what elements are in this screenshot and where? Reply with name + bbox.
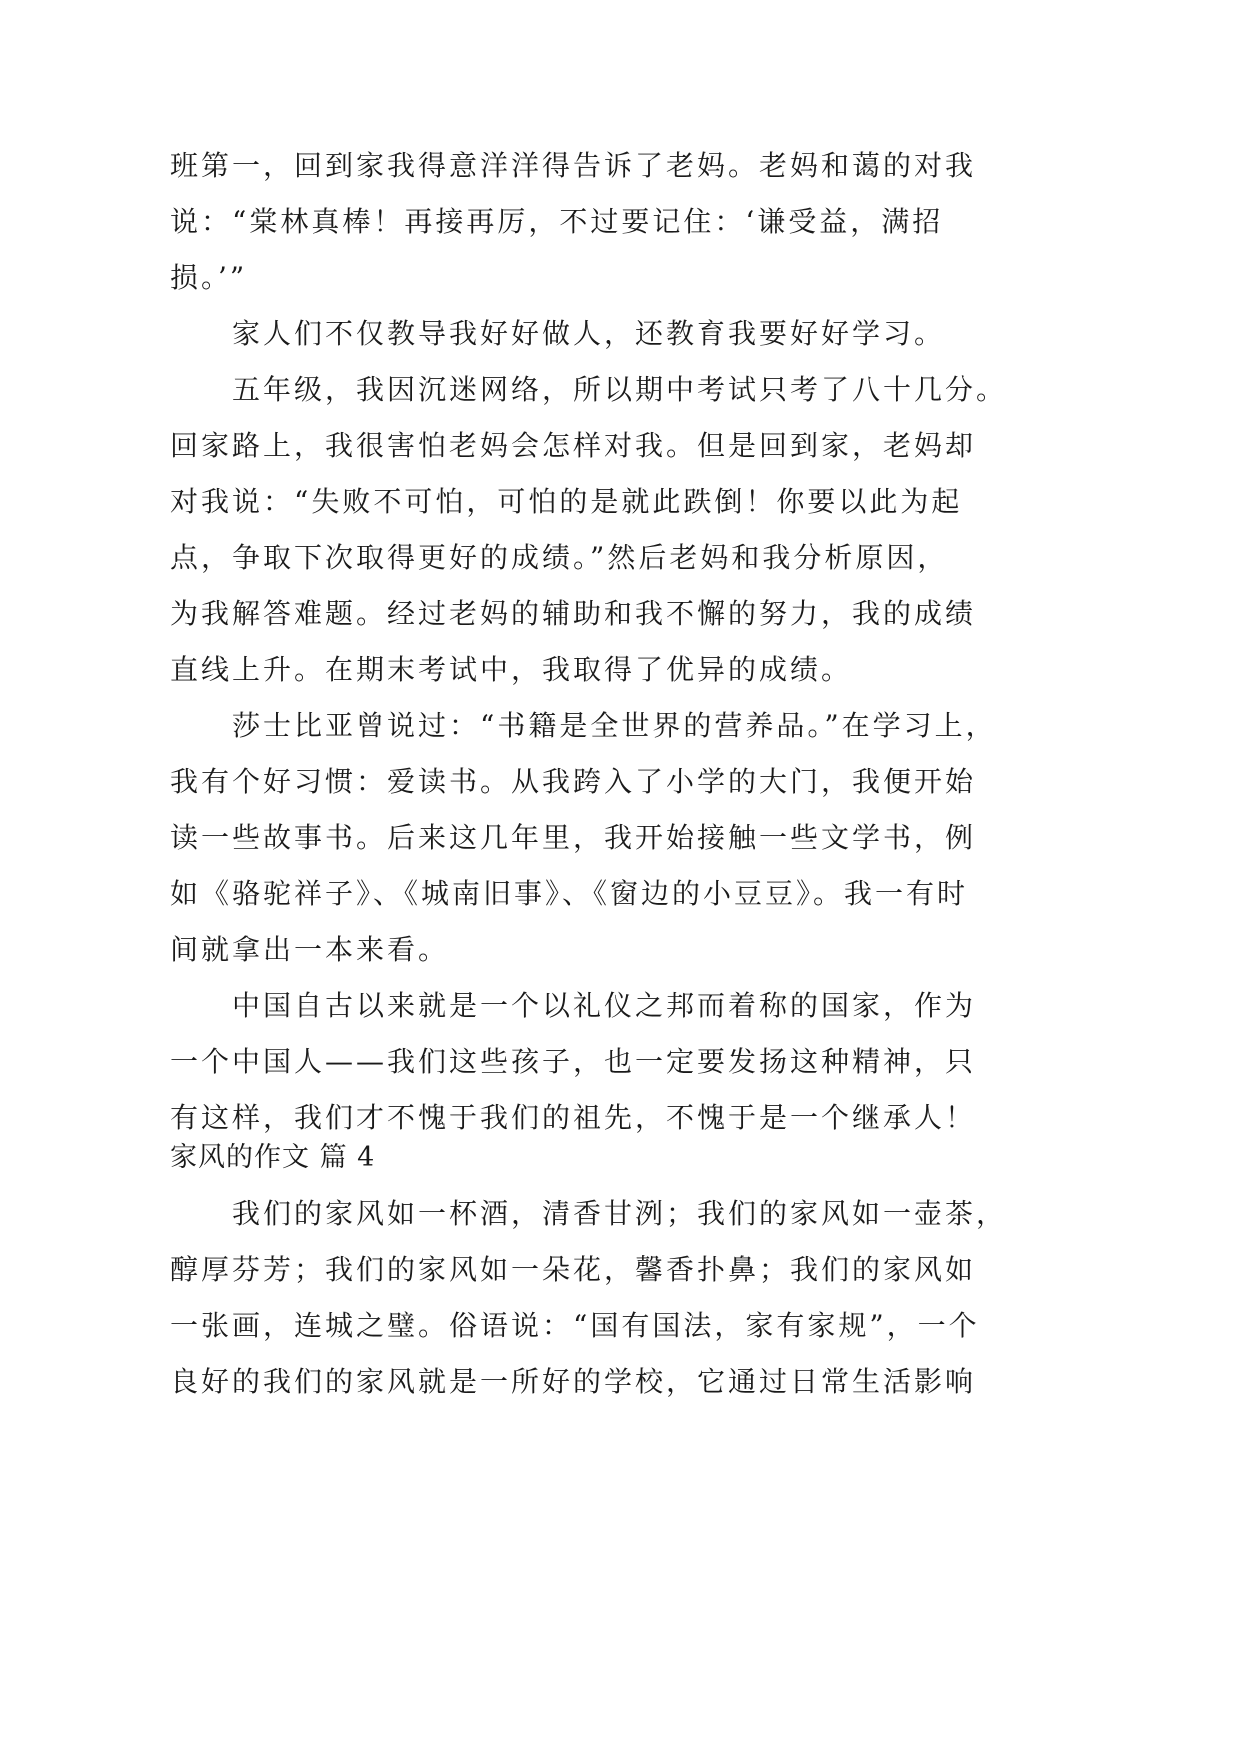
text-line: 如《骆驼祥子》、《城南旧事》、《窗边的小豆豆》。我一有时 (170, 877, 969, 910)
text-line: 损。’” (170, 261, 248, 294)
text-line: 为我解答难题。经过老妈的辅助和我不懈的努力，我的成绩 (170, 597, 977, 630)
essay-continuation (170, 138, 1008, 1146)
text-line: 回家路上，我很害怕老妈会怎样对我。但是回到家，老妈却 (170, 429, 977, 462)
text-line: 对我说：“失败不可怕，可怕的是就此跌倒！你要以此为起 (170, 485, 963, 518)
text-line: 家人们不仅教导我好好做人，还教育我要好好学习。 (170, 317, 946, 350)
text-line: 五年级，我因沉迷网络，所以期中考试只考了八十几分。 (170, 373, 1008, 406)
text-line: 中国自古以来就是一个以礼仪之邦而着称的国家，作为 (170, 989, 977, 1022)
text-line: 一个中国人——我们这些孩子，也一定要发扬这种精神，只 (170, 1045, 977, 1078)
text-line: 有这样，我们才不愧于我们的祖先，不愧于是一个继承人！ (170, 1101, 977, 1134)
text-line: 莎士比亚曾说过：“书籍是全世界的营养品。”在学习上， (170, 709, 997, 742)
essay-section-4 (170, 1130, 1008, 1410)
text-line: 班第一，回到家我得意洋洋得告诉了老妈。老妈和蔼的对我 (170, 149, 977, 182)
text-line: 良好的我们的家风就是一所好的学校，它通过日常生活影响 (170, 1365, 977, 1398)
text-line: 我们的家风如一杯酒，清香甘洌；我们的家风如一壶茶， (170, 1197, 1008, 1230)
text-line: 间就拿出一本来看。 (170, 933, 450, 966)
text-line: 我有个好习惯：爱读书。从我跨入了小学的大门，我便开始 (170, 765, 977, 798)
text-line: 读一些故事书。后来这几年里，我开始接触一些文学书，例 (170, 821, 977, 854)
text-line: 醇厚芬芳；我们的家风如一朵花，馨香扑鼻；我们的家风如 (170, 1253, 977, 1286)
text-line: 点，争取下次取得更好的成绩。”然后老妈和我分析原因， (170, 541, 949, 574)
text-line: 说：“棠林真棒！再接再厉，不过要记住：‘谦受益，满招 (170, 205, 944, 238)
text-line: 直线上升。在期末考试中，我取得了优异的成绩。 (170, 653, 853, 686)
text-line: 一张画，连城之璧。俗语说：“国有国法，家有家规”，一个 (170, 1309, 980, 1342)
section-heading: 家风的作文 篇 4 (170, 1142, 376, 1173)
